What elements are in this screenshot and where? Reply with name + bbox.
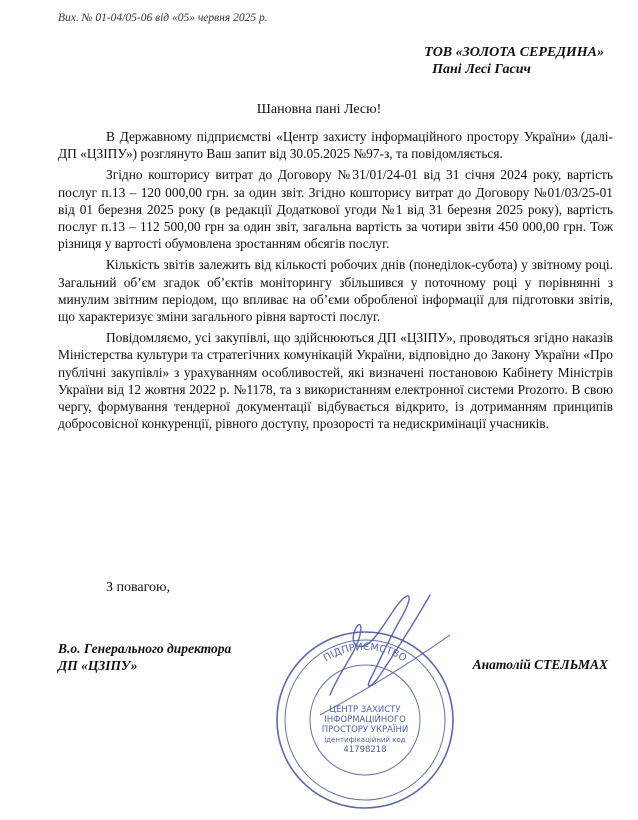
closing-phrase: З повагою, <box>106 580 170 595</box>
addressee-person: Пані Лесі Гасич <box>432 62 531 77</box>
letter-body <box>58 128 613 436</box>
signer-title-line1: В.о. Генерального директора <box>58 641 232 656</box>
stamp-line2: ІНФОРМАЦІЙНОГО <box>324 715 406 725</box>
stamp-line3: ПРОСТОРУ УКРАЇНИ <box>321 725 409 735</box>
paragraph-reports: Кількість звітів залежить від кількості робочих днів (понеділок-субота) у звітному році. Загальний об’єм згадок об’єктів моніторингу збільшився у поточному році у порівнянні з минулим звітним періодом, що впливає на об’єми обробленої інформації для підготовки звітів, що характеризує зміни загального рівня вартості послуг. <box>58 257 613 325</box>
paragraph-intro: В Державному підприємстві «Центр захисту інформаційного простору України» (далі- ДП «ЦЗІПУ») розглянуто Ваш запит від 30.05.2025 №97-з, та повідомляється. <box>58 129 613 162</box>
stamp-ring-text: ПІДПРИЄМСТВО <box>321 641 409 665</box>
addressee-company: ТОВ «ЗОЛОТА СЕРЕДИНА» <box>424 45 604 60</box>
paragraph-costs: Згідно кошторису витрат до Договору №31/01/24-01 від 31 січня 2024 року, вартість послуг п.13 – 120 000,00 грн. за один звіт. Згідно кошторису витрат до Договору №01/03/25-01 від 01 березня 2025 року (в редакції Додаткової угоди №1 від 31 березня 2025 року), вартість послуг п.13 – 112 500,00 грн за один звіт, загальна вартість за чотири звіти 450 000,00 грн. Тож різниця у вартості обумовлена зростанням обсягів послуг. <box>58 167 613 252</box>
handwritten-signature <box>300 575 460 725</box>
signer-name: Анатолій СТЕЛЬМАХ <box>472 657 608 672</box>
signer-title-line2: ДП «ЦЗІПУ» <box>58 658 138 673</box>
paragraph-procurement: Повідомляємо, усі закупівлі, що здійснюються ДП «ЦЗІПУ», проводяться згідно наказів Міністерства культури та стратегічних комунікацій України, відповідно до Закону України «Про публічні закупівлі» з урахуванням особливостей, які визначені постановою Кабінету Міністрів України від 12 жовтня 2022 р. №1178, та з використанням електронної системи Prozorro. В свою чергу, формування тендерної документації відбувається відкрито, із дотриманням принципів добросовісної конкуренції, рівного доступу, прозорості та недискримінації учасників. <box>58 330 613 432</box>
stamp-line4: ідентифікаційний код <box>324 736 406 744</box>
stamp-line1: ЦЕНТР ЗАХИСТУ <box>329 705 401 715</box>
signer-title-block <box>58 640 231 674</box>
outgoing-reference: Вих. № 01-04/05-06 від «05» червня 2025 р. <box>58 12 268 24</box>
stamp-code: 41798218 <box>343 745 387 755</box>
salutation: Шановна пані Лесю! <box>256 102 382 117</box>
addressee-block <box>424 44 604 78</box>
